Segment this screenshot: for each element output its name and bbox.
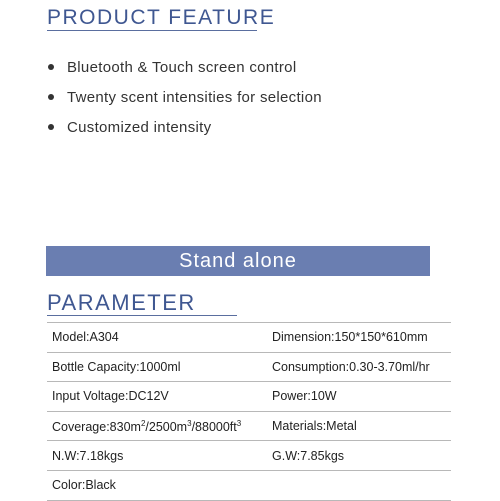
table-row (47, 471, 451, 501)
feature-text: Customized intensity (67, 118, 212, 136)
coverage-text: /2500m (145, 419, 188, 434)
materials-cell: Materials:Metal (272, 419, 357, 434)
product-feature-heading: PRODUCT FEATURE (47, 6, 276, 29)
list-item (48, 82, 322, 112)
coverage-cell (47, 419, 272, 434)
net-weight-cell: N.W:7.18kgs (52, 448, 124, 463)
banner-text: Stand alone (179, 249, 297, 272)
dimension-cell: Dimension:150*150*610mm (272, 330, 428, 345)
input-voltage-cell: Input Voltage:DC12V (52, 389, 169, 404)
color-cell: Color:Black (52, 478, 116, 493)
bullet-icon (48, 124, 54, 130)
bottle-capacity-cell: Bottle Capacity:1000ml (52, 359, 181, 374)
bullet-icon (48, 64, 54, 70)
table-row (47, 412, 451, 442)
feature-text: Bluetooth & Touch screen control (67, 58, 297, 76)
table-row (47, 322, 451, 353)
superscript: 2 (140, 418, 146, 428)
parameter-table (47, 322, 451, 501)
table-row (47, 441, 451, 471)
consumption-cell: Consumption:0.30-3.70ml/hr (272, 359, 430, 374)
list-item (48, 52, 322, 82)
table-row (47, 382, 451, 412)
heading-underline (47, 30, 257, 31)
superscript: 3 (187, 418, 192, 428)
list-item (48, 112, 322, 142)
bullet-icon (48, 94, 54, 100)
heading-underline (47, 315, 237, 316)
gross-weight-cell: G.W:7.85kgs (272, 448, 345, 463)
stand-alone-banner (46, 246, 430, 276)
table-row (47, 353, 451, 383)
coverage-text: Coverage:830m (52, 419, 141, 434)
feature-list (48, 52, 322, 142)
superscript: 3 (236, 418, 242, 428)
model-cell: Model:A304 (52, 330, 119, 345)
power-cell: Power:10W (272, 389, 337, 404)
coverage-text: /88000ft (191, 419, 237, 434)
feature-text: Twenty scent intensities for selection (67, 88, 322, 106)
parameter-heading: PARAMETER (47, 290, 196, 315)
